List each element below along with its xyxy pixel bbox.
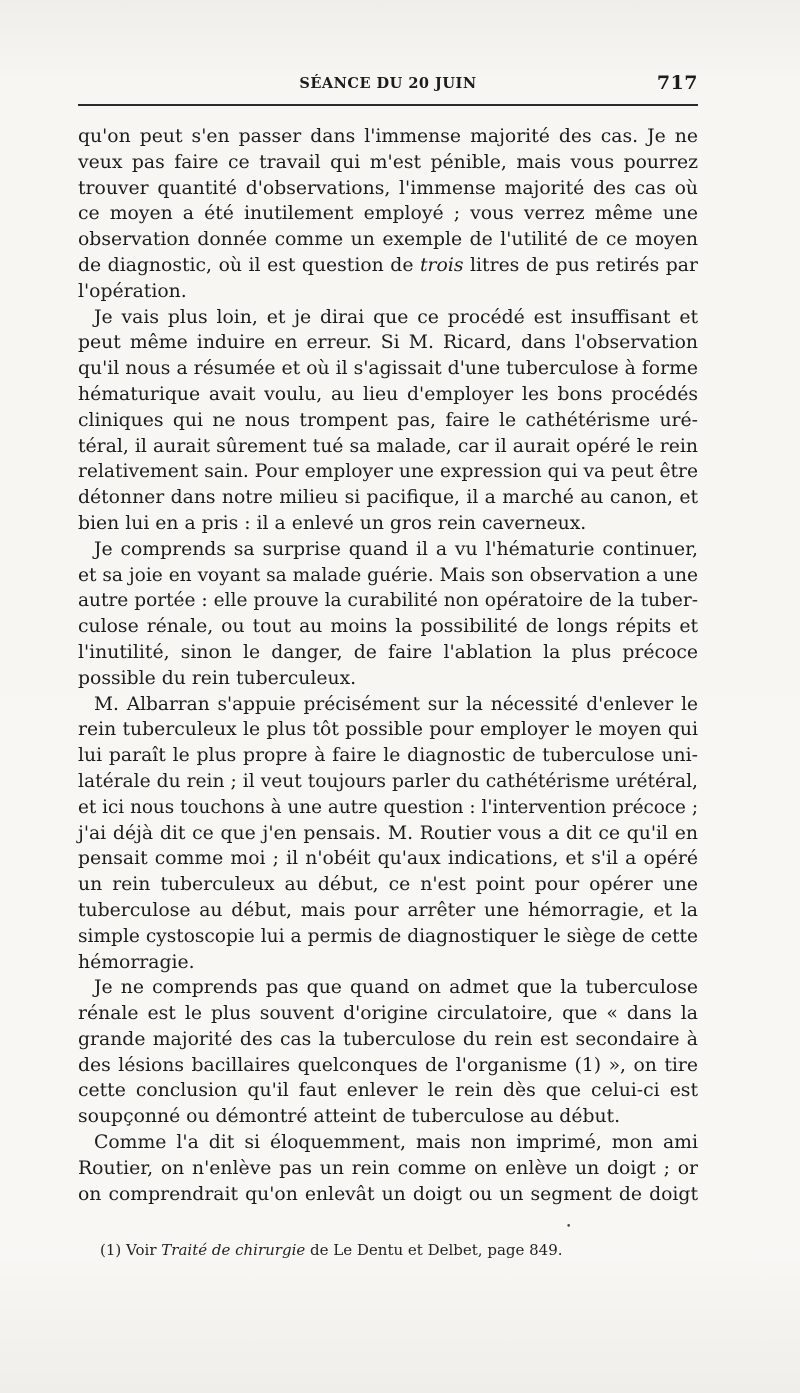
- footnote-prefix: Voir: [126, 1241, 157, 1259]
- text-line: possible du rein tuberculeux.: [78, 667, 357, 689]
- text-line: grande majorité des cas la tuberculose du rein est secondaire à: [78, 1028, 698, 1050]
- footnote: [100, 1240, 700, 1260]
- printer-mark: •: [566, 1222, 572, 1232]
- footnote-suffix: de Le Dentu et Delbet, page 849.: [310, 1241, 563, 1259]
- text-line: veux pas faire ce travail qui m'est pénible, mais vous pourrez: [78, 151, 698, 173]
- text-line: latérale du rein ; il veut toujours parler du cathétérisme urétéral,: [78, 770, 698, 792]
- text-line: un rein tuberculeux au début, ce n'est point pour opérer une: [78, 874, 698, 896]
- emphasis: trois: [420, 254, 464, 276]
- text-line: qu'on peut s'en passer dans l'immense majorité des cas. Je ne: [78, 126, 698, 147]
- text-line: qu'il nous a résumée et où il s'agissait d'une tuberculose à forme: [78, 358, 698, 380]
- text-line: téral, il aurait sûrement tué sa malade, car il aurait opéré le rein: [78, 435, 698, 457]
- text-line: Je comprends sa surprise quand il a vu l'hématurie continuer,: [94, 538, 698, 560]
- text-line: détonner dans notre milieu si pacifique, il a marché au canon, et: [78, 487, 698, 509]
- text-line: autre portée : elle prouve la curabilité non opératoire de la tuber-: [78, 590, 698, 612]
- paragraph: [78, 975, 698, 1130]
- text-line: bien lui en a pris : il a enlevé un gros rein caverneux.: [78, 512, 587, 534]
- running-head: [78, 72, 698, 96]
- text-line: Routier, on n'enlève pas un rein comme on enlève un doigt ; or: [78, 1157, 698, 1179]
- body-text: [78, 124, 698, 1207]
- text-line: culose rénale, ou tout au moins la possibilité de longs répits et: [78, 616, 698, 638]
- text-line: rénale est le plus souvent d'origine circulatoire, que « dans la: [78, 1003, 698, 1025]
- text-line: observation donnée comme un exemple de l'utilité de ce moyen: [78, 229, 698, 251]
- text-line: ce moyen a été inutilement employé ; vous verrez même une: [78, 203, 698, 225]
- text-line: hématurique avait voulu, au lieu d'employer les bons procédés: [78, 383, 698, 405]
- text-line: peut même induire en erreur. Si M. Ricard, dans l'observation: [78, 332, 698, 354]
- paragraph: [78, 1130, 698, 1207]
- text-line: cette conclusion qu'il faut enlever le rein dès que celui-ci est: [78, 1080, 698, 1102]
- footnote-title: Traité de chirurgie: [161, 1241, 306, 1259]
- text-line: simple cystoscopie lui a permis de diagnostiquer le siège de cette: [78, 925, 698, 947]
- text-line: des lésions bacillaires quelconques de l'organisme (1) », on tire: [78, 1054, 698, 1076]
- text-line: trouver quantité d'observations, l'immense majorité des cas où: [78, 177, 698, 199]
- text-line: Comme l'a dit si éloquemment, mais non imprimé, mon ami: [94, 1132, 698, 1154]
- text-line: M. Albarran s'appuie précisément sur la nécessité d'enlever le: [94, 693, 698, 715]
- page-number: 717: [656, 72, 698, 94]
- text-line: soupçonné ou démontré atteint de tuberculose au début.: [78, 1106, 621, 1128]
- text-line: et ici nous touchons à une autre question : l'intervention précoce ;: [78, 796, 698, 818]
- paragraph: [78, 305, 698, 537]
- paragraph: [78, 692, 698, 976]
- header-rule: [78, 104, 698, 106]
- text-line: cliniques qui ne nous trompent pas, faire le cathétérisme uré-: [78, 409, 698, 431]
- text-line: l'opération.: [78, 280, 187, 302]
- text-line: on comprendrait qu'on enlevât un doigt ou un segment de doigt: [78, 1183, 698, 1205]
- text-line: l'inutilité, sinon le danger, de faire l'ablation la plus précoce: [78, 641, 698, 663]
- text-line: Je vais plus loin, et je dirai que ce procédé est insuffisant et: [94, 306, 698, 328]
- text-line: Je ne comprends pas que quand on admet que la tuberculose: [94, 977, 698, 999]
- running-title: SÉANCE DU 20 JUIN: [299, 75, 477, 92]
- paragraph: [78, 537, 698, 692]
- text-line: relativement sain. Pour employer une expression qui va peut être: [78, 461, 698, 483]
- text-line: et sa joie en voyant sa malade guérie. Mais son observation a une: [78, 564, 698, 586]
- paragraph: [78, 124, 698, 305]
- text-line: j'ai déjà dit ce que j'en pensais. M. Routier vous a dit ce qu'il en: [78, 822, 698, 844]
- text-line: hémorragie.: [78, 951, 195, 973]
- text-line: lui paraît le plus propre à faire le diagnostic de tuberculose uni-: [78, 745, 698, 767]
- footnote-number: (1): [100, 1241, 122, 1259]
- text-line: pensait comme moi ; il n'obéit qu'aux indications, et s'il a opéré: [78, 848, 698, 870]
- text-line: tuberculose au début, mais pour arrêter une hémorragie, et la: [78, 899, 698, 921]
- text-line: de diagnostic, où il est question de trois litres de pus retirés par: [78, 254, 698, 276]
- text-line: rein tuberculeux le plus tôt possible pour employer le moyen qui: [78, 719, 698, 741]
